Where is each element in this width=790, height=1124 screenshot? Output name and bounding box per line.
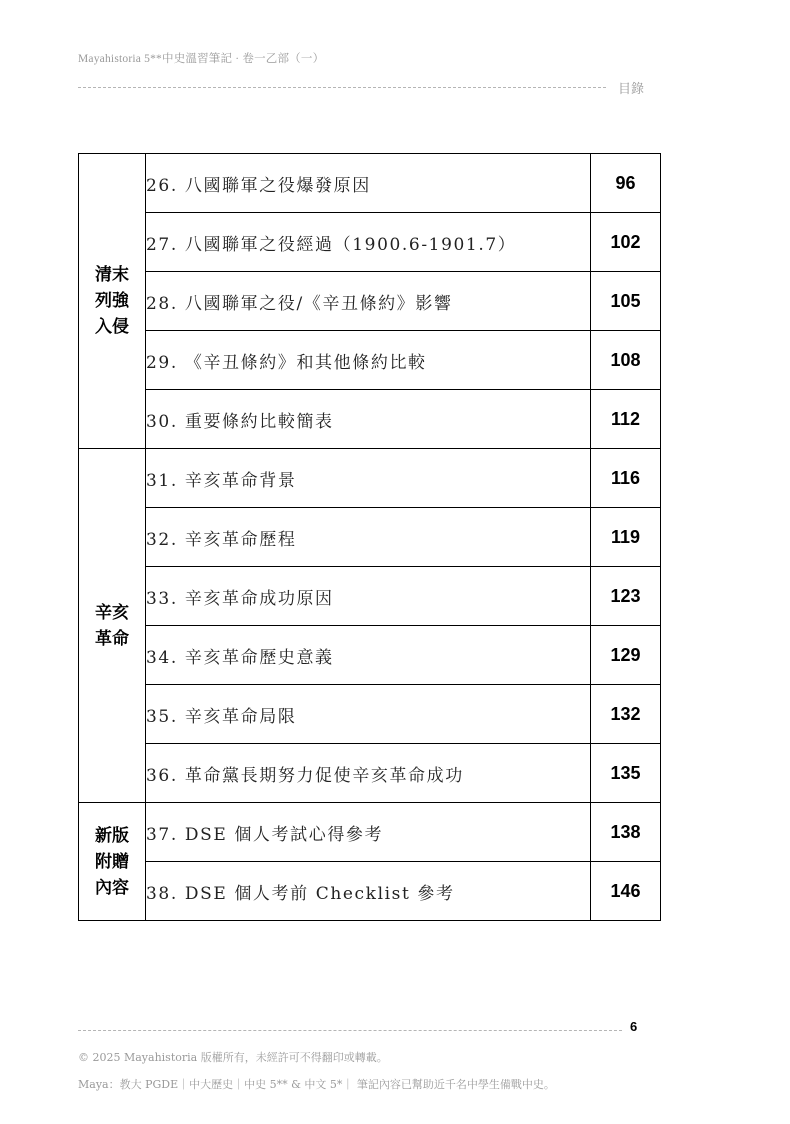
toc-row xyxy=(79,862,661,921)
topic-page-number: 119 xyxy=(591,508,661,567)
topic-title: 27. 八國聯軍之役經過（1900.6-1901.7） xyxy=(146,213,591,272)
author-credit: Maya：教大 PGDE｜中大歷史｜中史 5** & 中文 5*｜ 筆記內容已幫助近千名中學生備戰中史。 xyxy=(78,1078,555,1091)
toc-row xyxy=(79,449,661,508)
toc-row xyxy=(79,744,661,803)
toc-row xyxy=(79,626,661,685)
toc-row xyxy=(79,567,661,626)
footer-divider xyxy=(78,1030,622,1031)
toc-row xyxy=(79,154,661,213)
section-label xyxy=(79,449,146,803)
topic-page-number: 112 xyxy=(591,390,661,449)
section-label xyxy=(79,154,146,449)
topic-title: 26. 八國聯軍之役爆發原因 xyxy=(146,154,591,213)
topic-title: 35. 辛亥革命局限 xyxy=(146,685,591,744)
topic-title: 29. 《辛丑條約》和其他條約比較 xyxy=(146,331,591,390)
topic-title: 30. 重要條約比較簡表 xyxy=(146,390,591,449)
section-label xyxy=(79,803,146,921)
page-number: 6 xyxy=(630,1019,638,1034)
section-label-line: 列強 xyxy=(95,291,129,311)
topic-title: 38. DSE 個人考前 Checklist 參考 xyxy=(146,862,591,921)
topic-title: 36. 革命黨長期努力促使辛亥革命成功 xyxy=(146,744,591,803)
topic-page-number: 135 xyxy=(591,744,661,803)
topic-title: 37. DSE 個人考試心得參考 xyxy=(146,803,591,862)
header-divider xyxy=(78,87,606,88)
topic-page-number: 108 xyxy=(591,331,661,390)
topic-title: 32. 辛亥革命歷程 xyxy=(146,508,591,567)
topic-title: 34. 辛亥革命歷史意義 xyxy=(146,626,591,685)
section-label-line: 附贈 xyxy=(95,851,129,872)
topic-page-number: 116 xyxy=(591,449,661,508)
topic-page-number: 102 xyxy=(591,213,661,272)
topic-page-number: 138 xyxy=(591,803,661,862)
topic-page-number: 105 xyxy=(591,272,661,331)
section-label-line: 內容 xyxy=(95,877,129,898)
header-title: Mayahistoria 5**中史溫習筆記 · 卷一乙部（一） xyxy=(78,53,325,65)
section-label-line: 辛亥 xyxy=(95,602,129,623)
toc-row xyxy=(79,685,661,744)
toc-row xyxy=(79,213,661,272)
toc-body xyxy=(79,154,661,921)
topic-page-number: 129 xyxy=(591,626,661,685)
header-section-label: 目錄 xyxy=(618,82,645,97)
topic-title: 28. 八國聯軍之役/《辛丑條約》影響 xyxy=(146,272,591,331)
copyright-notice: © 2025 Mayahistoria 版權所有，未經許可不得翻印或轉載。 xyxy=(78,1051,388,1064)
topic-page-number: 146 xyxy=(591,862,661,921)
toc-row xyxy=(79,272,661,331)
toc-row xyxy=(79,331,661,390)
toc-row xyxy=(79,390,661,449)
toc-table xyxy=(78,153,661,921)
topic-page-number: 132 xyxy=(591,685,661,744)
section-label-line: 清末 xyxy=(95,265,129,285)
toc-row xyxy=(79,803,661,862)
topic-page-number: 96 xyxy=(591,154,661,213)
topic-title: 33. 辛亥革命成功原因 xyxy=(146,567,591,626)
section-label-line: 入侵 xyxy=(95,317,129,337)
topic-page-number: 123 xyxy=(591,567,661,626)
toc-row xyxy=(79,508,661,567)
section-label-line: 革命 xyxy=(95,628,129,649)
topic-title: 31. 辛亥革命背景 xyxy=(146,449,591,508)
section-label-line: 新版 xyxy=(95,825,129,846)
